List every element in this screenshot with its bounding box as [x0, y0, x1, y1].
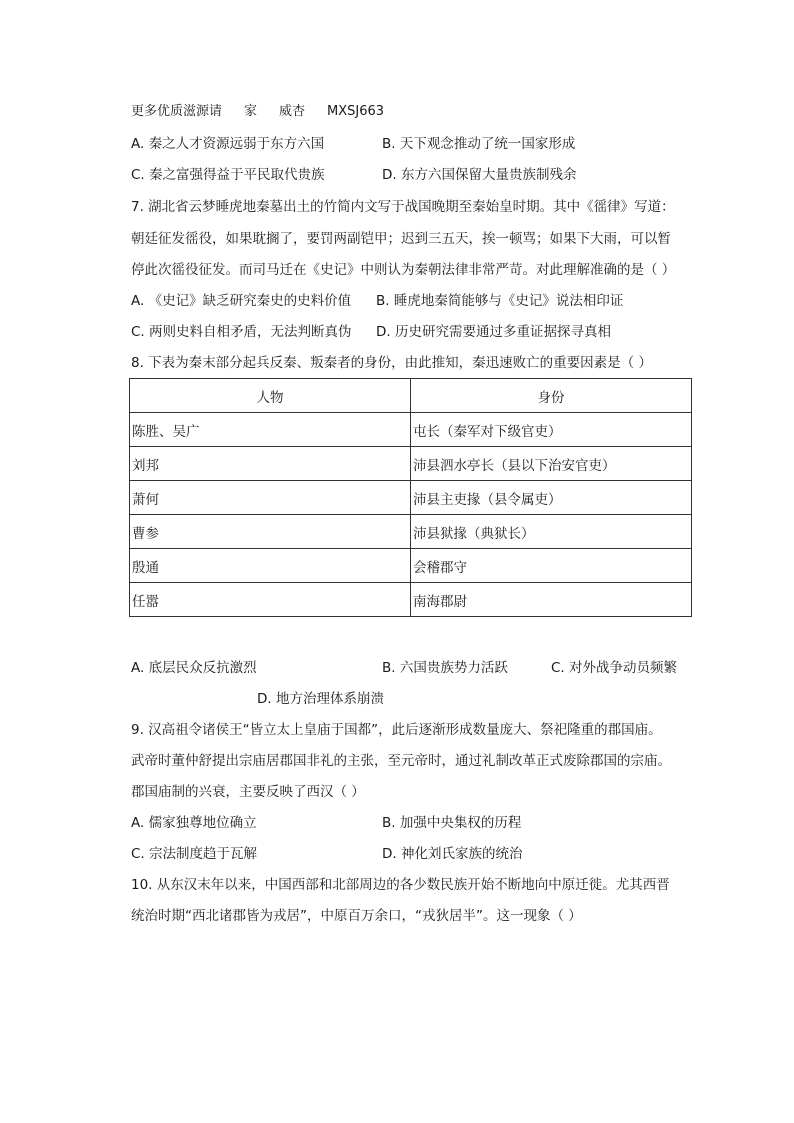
- q8-stem: 8. 下表为秦末部分起兵反秦、叛秦者的身份，由此推知，秦迅速败亡的重要因素是（ ）: [131, 355, 652, 371]
- table-row: [130, 549, 692, 583]
- header-text-2: 家: [244, 104, 258, 119]
- table-row: [130, 481, 692, 515]
- q9-stem-line2: 武帝时董仲舒提出宗庙居郡国非礼的主张，至元帝时，通过礼制改革正式废除郡国的宗庙。: [131, 753, 671, 769]
- q7-stem-line3: 停此次徭役征发。而司马迁在《史记》中则认为秦朝法律非常严苛。对此理解准确的是（ ）: [131, 262, 676, 278]
- table-cell-identity: 沛县泗水亭长（县以下治安官吏）: [411, 447, 692, 481]
- q9-option-a: A. 儒家独尊地位确立: [131, 815, 257, 831]
- q8-option-c: C. 对外战争动员频繁: [551, 660, 678, 676]
- table-row: [130, 583, 692, 617]
- header-text-3: 威杏: [279, 104, 306, 119]
- q9-stem-line3: 郡国庙制的兴衰，主要反映了西汉（ ）: [131, 784, 365, 800]
- q8-identity-table: [129, 378, 692, 617]
- table-cell-person: 曹参: [130, 515, 411, 549]
- table-row: [130, 413, 692, 447]
- header-watermark-line: [131, 103, 406, 121]
- q6-option-b: B. 天下观念推动了统一国家形成: [382, 136, 576, 152]
- table-cell-identity: 屯长（秦军对下级官吏）: [411, 413, 692, 447]
- table-cell-identity: 南海郡尉: [411, 583, 692, 617]
- table-cell-person: 任嚣: [130, 583, 411, 617]
- table-header-row: [130, 379, 692, 413]
- q9-option-b: B. 加强中央集权的历程: [382, 815, 522, 831]
- q8-option-d: D. 地方治理体系崩溃: [257, 691, 384, 707]
- table-row: [130, 447, 692, 481]
- table-header-identity: 身份: [411, 379, 692, 413]
- q6-option-c: C. 秦之富强得益于平民取代贵族: [131, 167, 325, 183]
- q6-option-d: D. 东方六国保留大量贵族制残余: [382, 167, 577, 183]
- table-cell-identity: 会稽郡守: [411, 549, 692, 583]
- q10-stem-line1: 10. 从东汉末年以来，中国西部和北部周边的各少数民族开始不断地向中原迁徙。尤其西晋: [131, 877, 670, 893]
- q7-stem-line1: 7. 湖北省云梦睡虎地秦墓出土的竹简内文写于战国晚期至秦始皇时期。其中《徭律》写道：: [131, 199, 675, 215]
- q7-option-d: D. 历史研究需要通过多重证据探寻真相: [376, 324, 611, 340]
- q7-option-a: A. 《史记》缺乏研究秦史的史料价值: [131, 293, 352, 309]
- q9-stem-line1: 9. 汉高祖令诸侯王“皆立太上皇庙于国都”，此后逐渐形成数量庞大、祭祀隆重的郡国庙。: [131, 722, 662, 738]
- q10-stem-line2: 统治时期“西北诸郡皆为戎居”，中原百万余口，“戎狄居半”。这一现象（ ）: [131, 908, 582, 924]
- table-cell-person: 殷通: [130, 549, 411, 583]
- header-text-1: 更多优质滋源请: [131, 104, 223, 119]
- table-cell-person: 萧何: [130, 481, 411, 515]
- table-cell-person: 陈胜、吴广: [130, 413, 411, 447]
- q9-option-c: C. 宗法制度趋于瓦解: [131, 846, 258, 862]
- q7-option-b: B. 睡虎地秦简能够与《史记》说法相印证: [376, 293, 624, 309]
- header-text-4: MXSJ663: [327, 104, 385, 119]
- q6-option-a: A. 秦之人才资源远弱于东方六国: [131, 136, 325, 152]
- q7-option-c: C. 两则史料自相矛盾，无法判断真伪: [131, 324, 352, 340]
- q9-option-d: D. 神化刘氏家族的统治: [382, 846, 523, 862]
- table-row: [130, 515, 692, 549]
- table-cell-person: 刘邦: [130, 447, 411, 481]
- q8-option-b: B. 六国贵族势力活跃: [382, 660, 508, 676]
- table-header-person: 人物: [130, 379, 411, 413]
- q8-option-a: A. 底层民众反抗激烈: [131, 660, 257, 676]
- table-cell-identity: 沛县狱掾（典狱长）: [411, 515, 692, 549]
- table-cell-identity: 沛县主吏掾（县令属吏）: [411, 481, 692, 515]
- q7-stem-line2: 朝廷征发徭役，如果耽搁了，要罚两副铠甲；迟到三五天，挨一顿骂；如果下大雨，可以暂: [131, 231, 671, 247]
